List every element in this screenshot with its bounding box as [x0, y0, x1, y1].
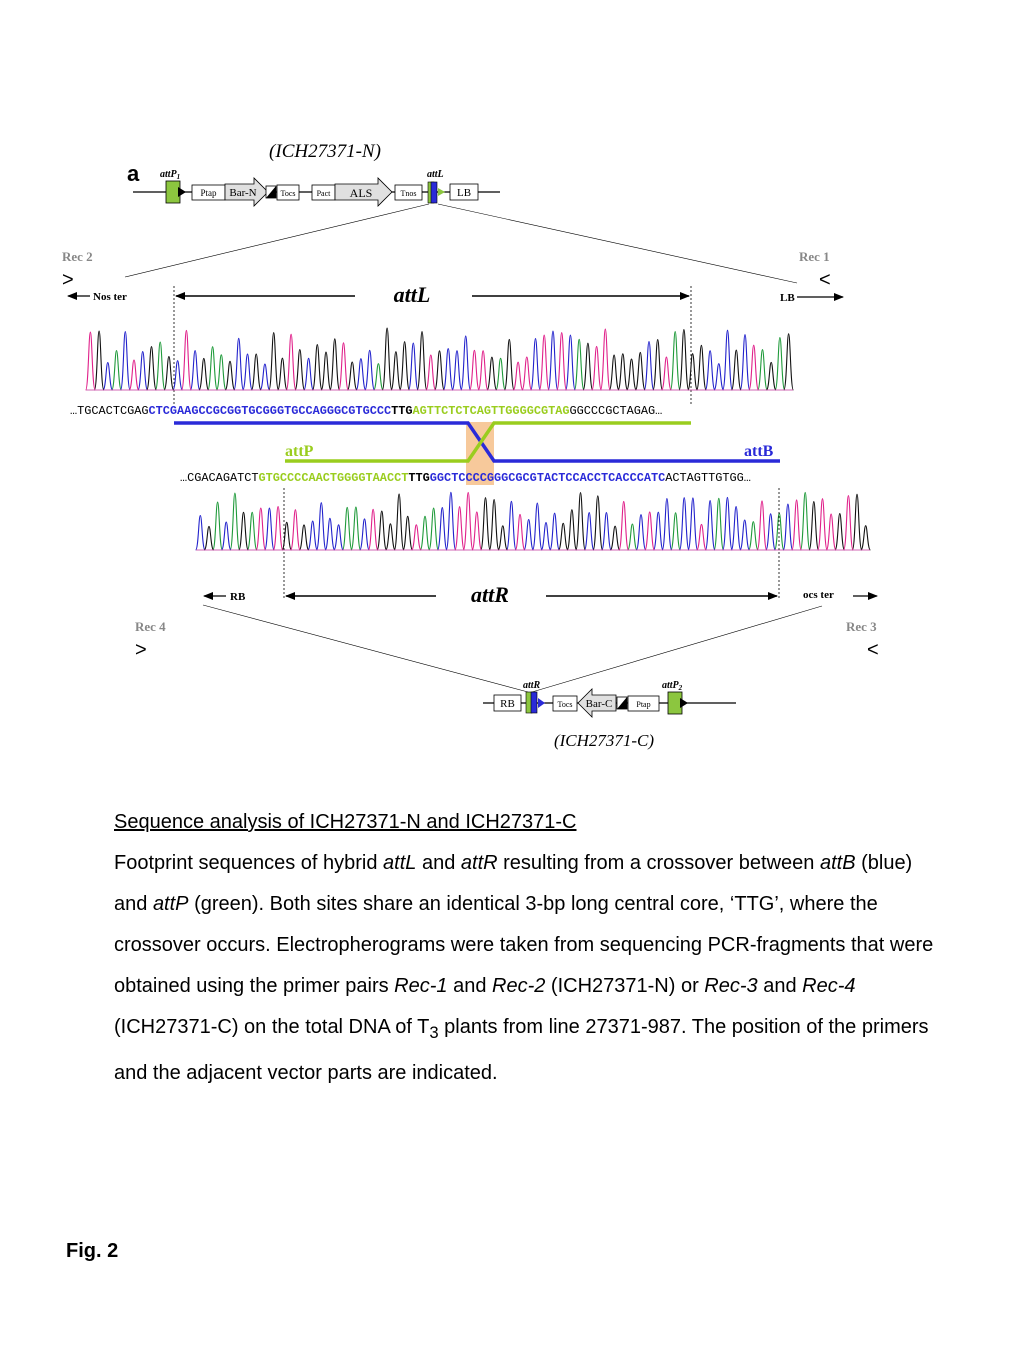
bottom-box-rb — [494, 695, 521, 711]
top-box-lb — [450, 184, 478, 200]
bottom-zoom-line-left — [203, 605, 528, 692]
figure-number: Fig. 2 — [66, 1240, 119, 1262]
caption-title: Sequence analysis of ICH27371-N and ICH27371-C — [114, 811, 577, 833]
attP-label: attP — [285, 443, 314, 460]
top-zoom-line-right — [438, 204, 797, 283]
svg-text:Pact: Pact — [316, 189, 331, 198]
attR-sequence: …CGACAGATCTGTGCCCCAACTGGGGTAACCTTTGGGCTCCCCGGGCGCGTACTCCACCTCACCCATCACTAGTTGTGG… — [180, 471, 751, 485]
top-box-als — [335, 178, 392, 206]
rb-flank-label: RB — [230, 591, 246, 603]
primer-rec1-arrow: < — [819, 269, 831, 291]
primer-rec2-label: Rec 2 — [62, 249, 93, 264]
bottom-attP2-label: attP$_2$ — [662, 680, 683, 692]
primer-rec3-label: Rec 3 — [846, 619, 877, 634]
svg-text:Tocs: Tocs — [557, 700, 573, 709]
attR-electropherogram — [196, 492, 871, 550]
attB-label: attB — [744, 443, 774, 460]
top-box-tnos — [395, 185, 422, 200]
bottom-hatched-marker — [617, 697, 627, 709]
svg-text:Bar-C: Bar-C — [585, 698, 613, 710]
top-construct-title: (ICH27371-N) — [269, 141, 381, 162]
svg-text:Ptap: Ptap — [636, 700, 651, 709]
attL-span-label: attL — [393, 282, 431, 307]
top-box-tocs — [277, 185, 299, 200]
top-attP1-element — [166, 181, 186, 203]
top-box-bar-n — [225, 178, 268, 206]
top-attP1-label: attP$_1$ — [160, 169, 181, 181]
primer-rec3-arrow: < — [867, 639, 879, 661]
attL-sequence: …TGCACTCGAGCTCGAAGCCGCGGTGCGGGTGCCAGGGCGTGCCCTTGAGTTCTCTCAGTTGGGGCGTAGGGCCCGCTAGAG… — [70, 404, 663, 418]
top-hatched-marker — [266, 186, 276, 198]
bottom-box-ptap — [628, 696, 659, 711]
bottom-attR-element — [526, 692, 545, 713]
primer-rec1-label: Rec 1 — [799, 249, 830, 264]
top-zoom-line-left — [125, 204, 429, 277]
top-attL-label: attL — [427, 169, 444, 180]
trace-A — [112, 332, 785, 391]
trace-T — [86, 329, 759, 390]
bottom-attR-label: attR — [523, 680, 541, 691]
svg-text:RB: RB — [500, 698, 515, 710]
trace-C — [103, 330, 750, 390]
trace-G — [204, 493, 870, 551]
caption-body: Footprint sequences of hybrid attL and attR resulting from a crossover between attB (blue) and attP (green). Both sites share an identical 3-bp long central core, ‘TTG’, where the crossover occurs. Electropherograms were taken from sequencing PCR-fragments that were obtained using the primer pairs Rec-1 and Rec-2 (ICH27371-N) or Rec-3 and Rec-4 (ICH27371-C) on the total DNA of $T_3$ plants from line 27371-987. The position of the primers and the adjacent vector parts are indicated. — [114, 852, 934, 1084]
bottom-box-tocs — [553, 696, 577, 711]
primer-rec2-arrow: > — [62, 269, 74, 291]
trace-C — [196, 492, 793, 550]
attL-electropherogram — [86, 328, 794, 390]
top-attL-element — [428, 182, 445, 203]
bottom-construct-title: (ICH27371-C) — [553, 731, 655, 750]
trace-G — [94, 328, 793, 390]
attR-span-label: attR — [471, 582, 509, 607]
svg-text:Tnos: Tnos — [400, 189, 417, 198]
bottom-box-bar-c — [578, 689, 616, 717]
top-box-ptap — [192, 185, 225, 200]
svg-text:ALS: ALS — [349, 186, 373, 200]
figure-caption — [114, 802, 934, 1094]
primer-rec4-arrow: > — [135, 639, 147, 661]
panel-letter: a — [127, 161, 140, 186]
svg-text:Tocs: Tocs — [280, 189, 296, 198]
lb-flank-label: LB — [780, 292, 795, 304]
svg-text:Ptap: Ptap — [200, 188, 217, 198]
bottom-attP2-element — [668, 692, 688, 714]
ocs-ter-label: ocs ter — [803, 589, 834, 601]
svg-text:Bar-N: Bar-N — [229, 187, 257, 199]
nos-ter-label: Nos ter — [93, 291, 127, 303]
top-box-pact — [312, 185, 335, 200]
svg-text:LB: LB — [456, 187, 472, 199]
primer-rec4-label: Rec 4 — [135, 619, 166, 634]
